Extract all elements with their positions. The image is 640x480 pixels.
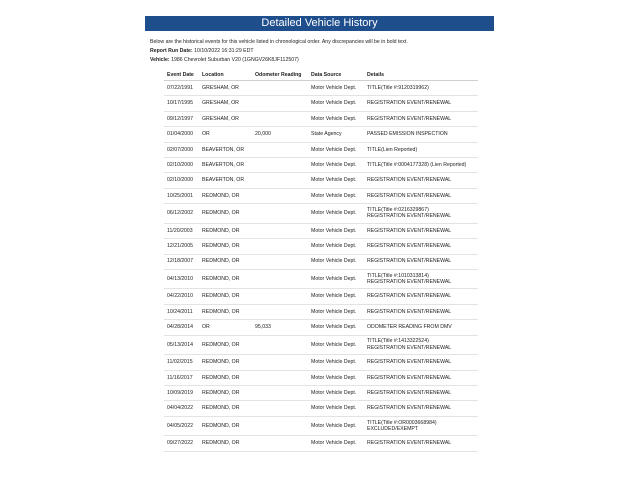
table-row bbox=[164, 436, 478, 451]
details-line: TITLE(Title #:0216329867) bbox=[367, 206, 429, 213]
details-line: REGISTRATION EVENT/RENEWAL bbox=[367, 359, 452, 366]
data-source-cell: Motor Vehicle Dept. bbox=[308, 173, 364, 188]
table-row bbox=[164, 223, 478, 238]
odometer-cell bbox=[252, 239, 308, 254]
odometer-cell bbox=[252, 289, 308, 304]
details-line: REGISTRATION EVENT/RENEWAL bbox=[367, 115, 452, 122]
details-line: REGISTRATION EVENT/RENEWAL bbox=[367, 374, 452, 381]
details-line: REGISTRATION EVENT/RENEWAL bbox=[367, 227, 452, 234]
location-cell: REDMOND, OR bbox=[199, 304, 252, 319]
details-line: REGISTRATION EVENT/RENEWAL bbox=[367, 192, 452, 199]
odometer-cell bbox=[252, 370, 308, 385]
event-date-cell: 02/10/2000 bbox=[164, 173, 199, 188]
details-cell bbox=[364, 223, 478, 238]
table-row bbox=[164, 269, 478, 289]
event-date-cell: 05/13/2014 bbox=[164, 335, 199, 355]
table-row bbox=[164, 355, 478, 370]
data-source-cell: Motor Vehicle Dept. bbox=[308, 96, 364, 111]
table-row bbox=[164, 239, 478, 254]
odometer-cell bbox=[252, 269, 308, 289]
details-cell bbox=[364, 355, 478, 370]
location-cell: GRESHAM, OR bbox=[199, 96, 252, 111]
location-cell: REDMOND, OR bbox=[199, 370, 252, 385]
details-cell bbox=[364, 204, 478, 224]
data-source-cell: Motor Vehicle Dept. bbox=[308, 416, 364, 436]
table-header-row bbox=[164, 69, 478, 81]
data-source-cell: Motor Vehicle Dept. bbox=[308, 142, 364, 157]
event-date-cell: 11/20/2003 bbox=[164, 223, 199, 238]
table-row bbox=[164, 142, 478, 157]
odometer-cell bbox=[252, 111, 308, 126]
details-cell bbox=[364, 269, 478, 289]
table-row bbox=[164, 81, 478, 96]
details-cell bbox=[364, 304, 478, 319]
odometer-cell bbox=[252, 81, 308, 96]
odometer-cell bbox=[252, 416, 308, 436]
data-source-cell: Motor Vehicle Dept. bbox=[308, 269, 364, 289]
details-cell bbox=[364, 173, 478, 188]
location-cell: REDMOND, OR bbox=[199, 223, 252, 238]
location-cell: BEAVERTON, OR bbox=[199, 157, 252, 172]
location-cell: BEAVERTON, OR bbox=[199, 173, 252, 188]
details-cell bbox=[364, 335, 478, 355]
run-date-value: 10/10/2022 16:31:29 EDT bbox=[194, 48, 254, 54]
odometer-cell bbox=[252, 401, 308, 416]
data-source-cell: Motor Vehicle Dept. bbox=[308, 386, 364, 401]
odometer-cell bbox=[252, 335, 308, 355]
event-date-cell: 01/04/2000 bbox=[164, 127, 199, 142]
table-row bbox=[164, 127, 478, 142]
location-cell: REDMOND, OR bbox=[199, 436, 252, 451]
location-cell: REDMOND, OR bbox=[199, 355, 252, 370]
data-source-cell: State Agency bbox=[308, 127, 364, 142]
location-cell: REDMOND, OR bbox=[199, 269, 252, 289]
details-cell bbox=[364, 254, 478, 269]
odometer-cell bbox=[252, 157, 308, 172]
event-date-cell: 04/04/2022 bbox=[164, 401, 199, 416]
table-row bbox=[164, 254, 478, 269]
event-date-cell: 04/13/2010 bbox=[164, 269, 199, 289]
details-cell bbox=[364, 239, 478, 254]
table-row bbox=[164, 188, 478, 203]
details-line: PASSED EMISSION INSPECTION bbox=[367, 131, 448, 138]
location-cell: REDMOND, OR bbox=[199, 416, 252, 436]
report-run-date bbox=[150, 47, 490, 56]
data-source-cell: Motor Vehicle Dept. bbox=[308, 157, 364, 172]
details-cell bbox=[364, 436, 478, 451]
details-line: REGISTRATION EVENT/RENEWAL bbox=[367, 177, 452, 184]
details-line: REGISTRATION EVENT/RENEWAL bbox=[367, 389, 452, 396]
data-source-cell: Motor Vehicle Dept. bbox=[308, 304, 364, 319]
odometer-cell: 95,033 bbox=[252, 320, 308, 335]
table-row bbox=[164, 370, 478, 385]
details-cell bbox=[364, 188, 478, 203]
event-date-cell: 04/22/2010 bbox=[164, 289, 199, 304]
location-cell: REDMOND, OR bbox=[199, 386, 252, 401]
table-row bbox=[164, 304, 478, 319]
details-line: REGISTRATION EVENT/RENEWAL bbox=[367, 308, 452, 315]
run-date-label: Report Run Date: bbox=[150, 48, 193, 54]
table-row bbox=[164, 157, 478, 172]
details-cell bbox=[364, 386, 478, 401]
data-source-cell: Motor Vehicle Dept. bbox=[308, 289, 364, 304]
odometer-cell bbox=[252, 204, 308, 224]
details-line: ODOMETER READING FROM DMV bbox=[367, 324, 452, 331]
odometer-cell bbox=[252, 436, 308, 451]
event-date-cell: 12/18/2007 bbox=[164, 254, 199, 269]
data-source-cell: Motor Vehicle Dept. bbox=[308, 111, 364, 126]
odometer-cell bbox=[252, 173, 308, 188]
data-source-cell: Motor Vehicle Dept. bbox=[308, 204, 364, 224]
details-line: TITLE(Title #:0004177328) (Lien Reported) bbox=[367, 161, 467, 168]
details-cell bbox=[364, 370, 478, 385]
intro-description: Below are the historical events for this vehicle listed in chronological order. Any discrepancies will be in bold text. bbox=[150, 39, 408, 45]
odometer-cell bbox=[252, 188, 308, 203]
event-date-cell: 09/12/1997 bbox=[164, 111, 199, 126]
vehicle-label: Vehicle: bbox=[150, 57, 170, 63]
table-row bbox=[164, 335, 478, 355]
details-line: REGISTRATION EVENT/RENEWAL bbox=[367, 243, 452, 250]
odometer-cell bbox=[252, 355, 308, 370]
event-date-cell: 09/27/2022 bbox=[164, 436, 199, 451]
location-cell: OR bbox=[199, 320, 252, 335]
details-line: REGISTRATION EVENT/RENEWAL bbox=[367, 279, 452, 286]
details-cell bbox=[364, 81, 478, 96]
event-date-cell: 02/07/2000 bbox=[164, 142, 199, 157]
odometer-cell bbox=[252, 304, 308, 319]
details-cell bbox=[364, 127, 478, 142]
data-source-cell: Motor Vehicle Dept. bbox=[308, 370, 364, 385]
data-source-cell: Motor Vehicle Dept. bbox=[308, 239, 364, 254]
location-cell: REDMOND, OR bbox=[199, 401, 252, 416]
location-cell: GRESHAM, OR bbox=[199, 111, 252, 126]
details-line: TITLE(Title #:9120319962) bbox=[367, 84, 429, 91]
event-date-cell: 06/12/2002 bbox=[164, 204, 199, 224]
details-cell bbox=[364, 157, 478, 172]
details-line: REGISTRATION EVENT/RENEWAL bbox=[367, 258, 452, 265]
details-line: REGISTRATION EVENT/RENEWAL bbox=[367, 405, 452, 412]
details-line: REGISTRATION EVENT/RENEWAL bbox=[367, 100, 452, 107]
event-date-cell: 04/05/2022 bbox=[164, 416, 199, 436]
details-cell bbox=[364, 401, 478, 416]
data-source-cell: Motor Vehicle Dept. bbox=[308, 436, 364, 451]
event-date-cell: 10/09/2019 bbox=[164, 386, 199, 401]
event-date-cell: 11/02/2015 bbox=[164, 355, 199, 370]
details-cell bbox=[364, 416, 478, 436]
data-source-cell: Motor Vehicle Dept. bbox=[308, 335, 364, 355]
details-line: REGISTRATION EVENT/RENEWAL bbox=[367, 344, 452, 351]
details-line: TITLE(Title #:1413322524) bbox=[367, 338, 429, 345]
table-row bbox=[164, 320, 478, 335]
odometer-cell bbox=[252, 223, 308, 238]
location-cell: REDMOND, OR bbox=[199, 204, 252, 224]
vehicle-history-table bbox=[164, 69, 478, 452]
table-row bbox=[164, 416, 478, 436]
data-source-cell: Motor Vehicle Dept. bbox=[308, 401, 364, 416]
location-cell: REDMOND, OR bbox=[199, 188, 252, 203]
details-cell bbox=[364, 111, 478, 126]
event-date-cell: 02/10/2000 bbox=[164, 157, 199, 172]
details-cell bbox=[364, 320, 478, 335]
odometer-cell: 20,000 bbox=[252, 127, 308, 142]
data-source-cell: Motor Vehicle Dept. bbox=[308, 355, 364, 370]
location-cell: BEAVERTON, OR bbox=[199, 142, 252, 157]
details-line: TITLE(Title #:1010313814) bbox=[367, 272, 429, 279]
data-source-cell: Motor Vehicle Dept. bbox=[308, 320, 364, 335]
odometer-cell bbox=[252, 386, 308, 401]
location-cell: REDMOND, OR bbox=[199, 289, 252, 304]
location-cell: REDMOND, OR bbox=[199, 239, 252, 254]
odometer-cell bbox=[252, 96, 308, 111]
event-date-cell: 10/24/2011 bbox=[164, 304, 199, 319]
details-cell bbox=[364, 289, 478, 304]
header-event-date: Event Date bbox=[164, 69, 199, 81]
details-cell bbox=[364, 96, 478, 111]
header-data-source: Data Source bbox=[308, 69, 364, 81]
data-source-cell: Motor Vehicle Dept. bbox=[308, 188, 364, 203]
details-line: REGISTRATION EVENT/RENEWAL bbox=[367, 213, 452, 220]
table-body bbox=[164, 81, 478, 452]
event-date-cell: 10/25/2001 bbox=[164, 188, 199, 203]
location-cell: REDMOND, OR bbox=[199, 254, 252, 269]
table-row bbox=[164, 173, 478, 188]
vehicle-value: 1986 Chevrolet Suburban V20 (1GNGV26K8JF112507) bbox=[171, 57, 299, 63]
event-date-cell: 12/21/2005 bbox=[164, 239, 199, 254]
location-cell: REDMOND, OR bbox=[199, 335, 252, 355]
report-title-banner: Detailed Vehicle History bbox=[145, 16, 494, 31]
table-row bbox=[164, 204, 478, 224]
details-line: TITLE(Title #:OR0003668984) bbox=[367, 419, 437, 426]
location-cell: GRESHAM, OR bbox=[199, 81, 252, 96]
table-row bbox=[164, 111, 478, 126]
header-odometer: Odometer Reading bbox=[252, 69, 308, 81]
header-location: Location bbox=[199, 69, 252, 81]
data-source-cell: Motor Vehicle Dept. bbox=[308, 81, 364, 96]
event-date-cell: 11/16/2017 bbox=[164, 370, 199, 385]
vehicle-info bbox=[150, 56, 490, 65]
table-row bbox=[164, 386, 478, 401]
odometer-cell bbox=[252, 142, 308, 157]
table-row bbox=[164, 96, 478, 111]
details-line: TITLE(Lien Reported) bbox=[367, 146, 418, 153]
data-source-cell: Motor Vehicle Dept. bbox=[308, 223, 364, 238]
details-line: REGISTRATION EVENT/RENEWAL bbox=[367, 440, 452, 447]
data-source-cell: Motor Vehicle Dept. bbox=[308, 254, 364, 269]
header-details: Details bbox=[364, 69, 478, 81]
event-date-cell: 07/22/1991 bbox=[164, 81, 199, 96]
event-date-cell: 10/17/1995 bbox=[164, 96, 199, 111]
event-date-cell: 04/28/2014 bbox=[164, 320, 199, 335]
table-row bbox=[164, 401, 478, 416]
details-line: REGISTRATION EVENT/RENEWAL bbox=[367, 293, 452, 300]
details-line: EXCLUDED/EXEMPT bbox=[367, 426, 419, 433]
table-row bbox=[164, 289, 478, 304]
location-cell: OR bbox=[199, 127, 252, 142]
details-cell bbox=[364, 142, 478, 157]
report-intro bbox=[150, 38, 490, 65]
odometer-cell bbox=[252, 254, 308, 269]
